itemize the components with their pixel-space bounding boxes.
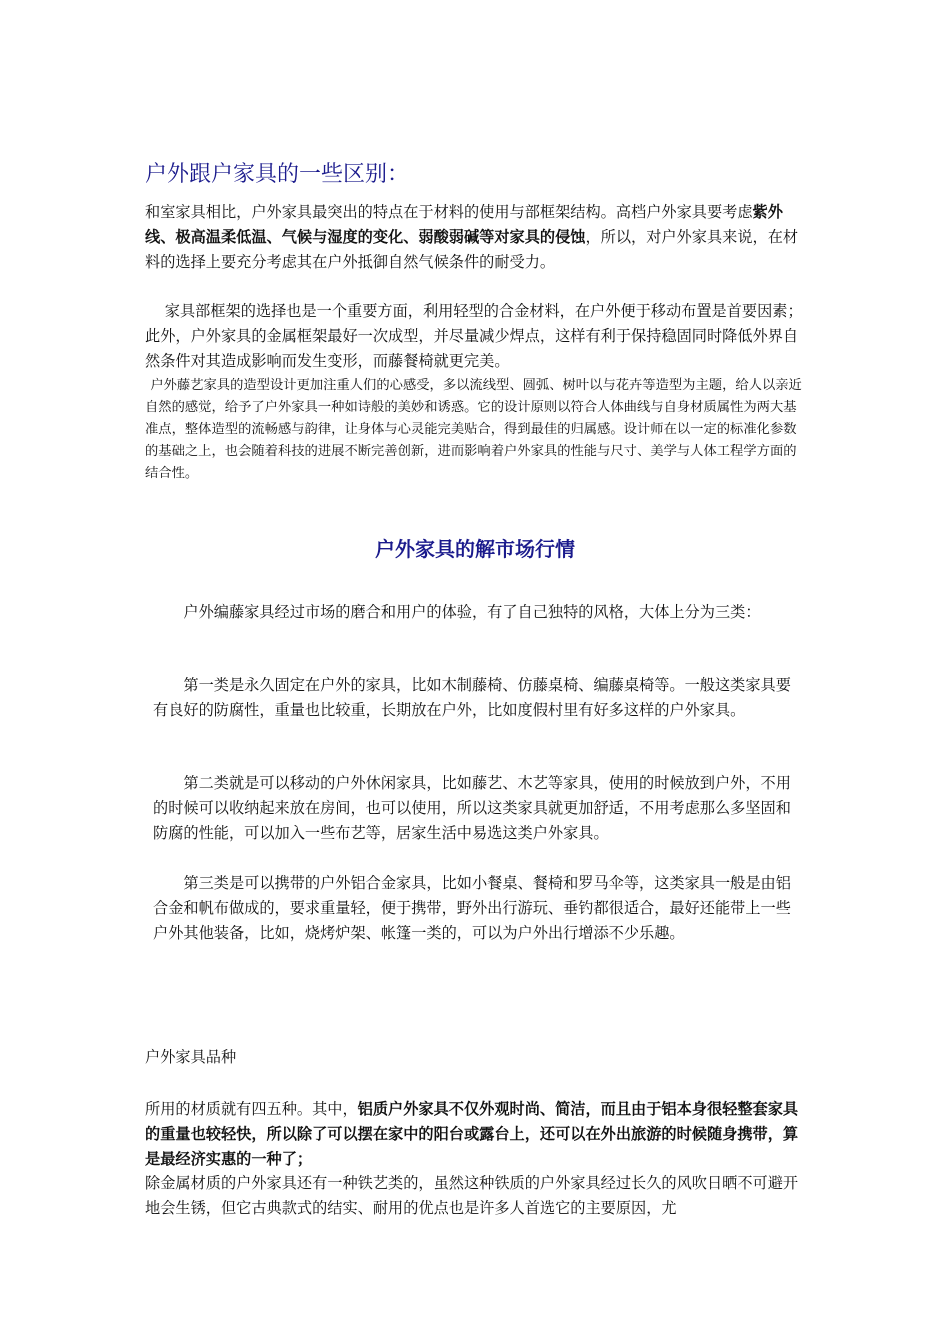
section-varieties-title: 户外家具品种 bbox=[145, 1048, 237, 1066]
section-market-title: 户外家具的解市场行情 bbox=[375, 537, 575, 561]
varieties-p1-text-a: 所用的材质就有四五种。其中， bbox=[145, 1100, 358, 1118]
market-type-2: 第二类就是可以移动的户外休闲家具，比如藤艺、木艺等家具，使用的时候放到户外，不用的时候可以收纳起来放在房间，也可以使用，所以这类家具就更加舒适，不用考虑那么多坚固和防腐的性能，可以加入一些布艺等，居家生活中易选这类户外家具。 bbox=[153, 774, 791, 842]
market-type-3: 第三类是可以携带的户外铝合金家具，比如小餐桌、餐椅和罗马伞等，这类家具一般是由铝合金和帆布做成的，要求重量轻，便于携带，野外出行游玩、垂钓都很适合，最好还能带上一些户外其他装备，比如，烧烤炉架、帐篷一类的，可以为户外出行增添不少乐趣。 bbox=[153, 874, 791, 942]
market-intro: 户外编藤家具经过市场的磨合和用户的体验，有了自己独特的风格，大体上分为三类： bbox=[183, 603, 761, 621]
differences-p1-bold: 紫外线、极高温柔低温、气候与湿度的变化、弱酸弱碱等对家具的侵蚀 bbox=[145, 203, 783, 246]
differences-paragraph-2: 家具部框架的选择也是一个重要方面，利用轻型的合金材料，在户外便于移动布置是首要因素；此外，户外家具的金属框架最好一次成型，并尽量减少焊点，这样有利于保持稳固同时降低外界自然条件对其造成影响而发生变形，而藤餐椅就更完美。 bbox=[145, 302, 803, 370]
differences-paragraph-3: 户外藤艺家具的造型设计更加注重人们的心感受，多以流线型、圆弧、树叶以与花卉等造型为主题，给人以亲近自然的感觉，给予了户外家具一种如诗般的美妙和诱惑。它的设计原则以符合人体曲线与自身材质属性为两大基准点，整体造型的流畅感与韵律，让身体与心灵能完美贴合，得到最佳的归属感。设计师在以一定的标准化参数的基础之上，也会随着科技的进展不断完善创新，进而影响着户外家具的性能与尺寸、美学与人体工程学方面的结合性。 bbox=[145, 378, 802, 481]
varieties-p1-bold: 铝质户外家具不仅外观时尚、简洁，而且由于铝本身很轻整套家具的重量也较轻快，所以除了可以摆在家中的阳台或露台上，还可以在外出旅游的时候随身携带，算是最经济实惠的一种了； bbox=[145, 1100, 799, 1168]
varieties-paragraph-1 bbox=[145, 1097, 805, 1172]
differences-p1-text-a: 和室家具相比，户外家具最突出的特点在于材料的使用与部框架结构。高档户外家具要考虑 bbox=[145, 203, 753, 221]
market-type-1: 第一类是永久固定在户外的家具，比如木制藤椅、仿藤桌椅、编藤桌椅等。一般这类家具要有良好的防腐性，重量也比较重，长期放在户外，比如度假村里有好多这样的户外家具。 bbox=[153, 676, 791, 719]
section-differences-title: 户外跟户家具的一些区别： bbox=[145, 162, 410, 187]
differences-paragraph-1 bbox=[145, 200, 805, 275]
differences-p1-text-c: ，所以，对户外家具来说，在材料的选择上要充分考虑其在户外抵御自然气候条件的耐受力。 bbox=[145, 228, 799, 271]
varieties-paragraph-2: 除金属材质的户外家具还有一种铁艺类的，虽然这种铁质的户外家具经过长久的风吹日晒不可避开地会生锈，但它古典款式的结实、耐用的优点也是许多人首选它的主要原因，尤 bbox=[145, 1174, 799, 1217]
